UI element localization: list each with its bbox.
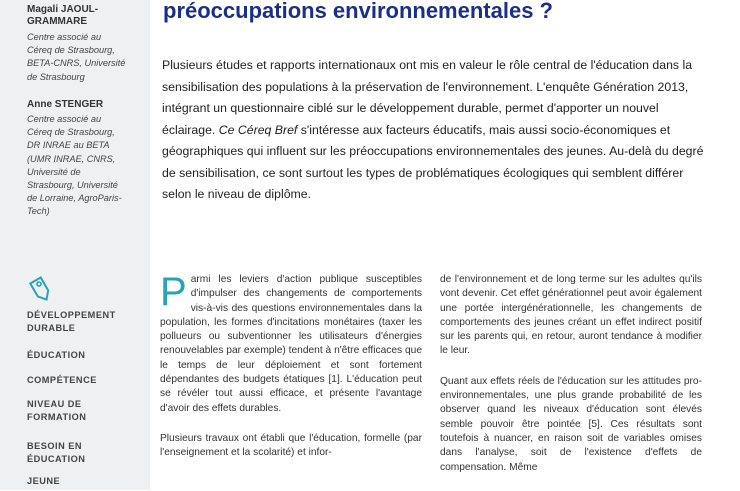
tag-icon — [27, 276, 55, 304]
affiliation-line: de Strasbourg — [27, 71, 85, 82]
body-paragraph: Quant aux effets réels de l'éducation sur les attitudes pro-environnementales, une plus grande probabilité de les observer quand les niveaux d'éducation sont élevés semble pouvoir être pointée [5]. Ces résultats sont toutefois à nuancer, en raison soit de variables omises dans l'analyse, soit de l'existence d'effets de compensation. Même — [440, 375, 702, 473]
affiliation-line: Céreq de Strasbourg, — [27, 127, 115, 138]
author-1-affiliation — [27, 31, 149, 84]
author-1-name — [27, 4, 98, 28]
affiliation-line: Université de — [27, 166, 81, 177]
page-title: préoccupations environnementales ? — [163, 0, 553, 23]
affiliation-line: Céreq de Strasbourg, — [27, 45, 115, 56]
body-text: armi les leviers d'action publique susceptibles d'impulser des changements de comportements vis-à-vis des questions environnementales dans la population, les formes d'incitations monétaires (taxer les pollueurs ou subventionner les utilisateurs d'énergies renouvelables par exemple) tendent à n'être efficaces que le temps de leur déploiement et sont fortement dépendantes des budgets étatiques [1]. L'éducation peut se révéler tout aussi efficace, et présente l'avantage d'avoir des effets durables. — [160, 274, 422, 414]
drop-cap: P — [160, 270, 187, 314]
keyword-line: BESOIN EN — [27, 441, 83, 451]
intro-paragraph — [162, 55, 714, 206]
body-paragraph — [160, 270, 422, 416]
author-2-affiliation — [27, 113, 149, 219]
affiliation-line: Centre associé au — [27, 114, 102, 124]
affiliation-line: Strasbourg, Université — [27, 180, 118, 191]
author-1-name-line2: GRAMMARE — [27, 16, 87, 27]
keyword-line: DURABLE — [27, 323, 76, 333]
keyword-education[interactable]: ÉDUCATION — [27, 350, 86, 360]
keyword-line: NIVEAU DE — [27, 399, 82, 409]
keyword-line: ÉDUCATION — [27, 454, 86, 464]
affiliation-line: Centre associé au — [27, 32, 102, 42]
keyword-developpement-durable[interactable] — [27, 309, 116, 335]
body-paragraph: de l'environnement et de long terme sur les adultes qu'ils vont devenir. Cet effet générationnel peut avoir également une portée intergénérationnelle, les changements de comportements des jeunes créant un effet indirect positif sur les parents qui, en retour, auront tendance à modifier le leur. — [440, 274, 702, 357]
author-1-name-line1: Magali JAOUL- — [27, 4, 99, 15]
keyword-line: DÉVELOPPEMENT — [27, 310, 116, 320]
affiliation-line: BETA-CNRS, Université — [27, 58, 126, 69]
intro-text: Plusieurs études et rapports internationaux ont mis en valeur le rôle central de l'éducation dans la sensibilisation des populations à la préservation de l'environnement. L'enquête Génération 2013, intégrant un questionnaire ciblé sur le développement durable, permet d'apporter un nouvel éclairage. — [162, 58, 693, 137]
keyword-line: FORMATION — [27, 412, 87, 422]
body-column-2 — [440, 273, 702, 491]
affiliation-line: (UMR INRAE, CNRS, — [27, 153, 116, 164]
body-paragraph: Plusieurs travaux ont établi que l'éducation, formelle (par l'enseignement et la scolarité) et infor- — [160, 432, 422, 459]
affiliation-line: DR INRAE au BETA — [27, 140, 110, 151]
intro-text: s'intéresse aux facteurs éducatifs, mais aussi socio-économiques et géographiques qui influent sur les préoccupations environnementales des jeunes. Au-delà du degré de sensibilisation, ce sont surtout les types de problématiques écologiques qui semblent différer selon le niveau de diplôme. — [162, 122, 704, 201]
body-column-1 — [160, 270, 422, 477]
keyword-besoin-en-education[interactable] — [27, 440, 85, 466]
keyword-competence[interactable]: COMPÉTENCE — [27, 375, 97, 385]
author-2-name: Anne STENGER — [27, 99, 104, 110]
keyword-niveau-de-formation[interactable] — [27, 398, 86, 424]
affiliation-line: Tech) — [27, 206, 50, 217]
affiliation-line: de Lorraine, AgroParis- — [27, 193, 122, 204]
keyword-jeune[interactable]: JEUNE — [27, 476, 61, 486]
intro-italic: Ce Céreq Bref — [218, 122, 298, 137]
